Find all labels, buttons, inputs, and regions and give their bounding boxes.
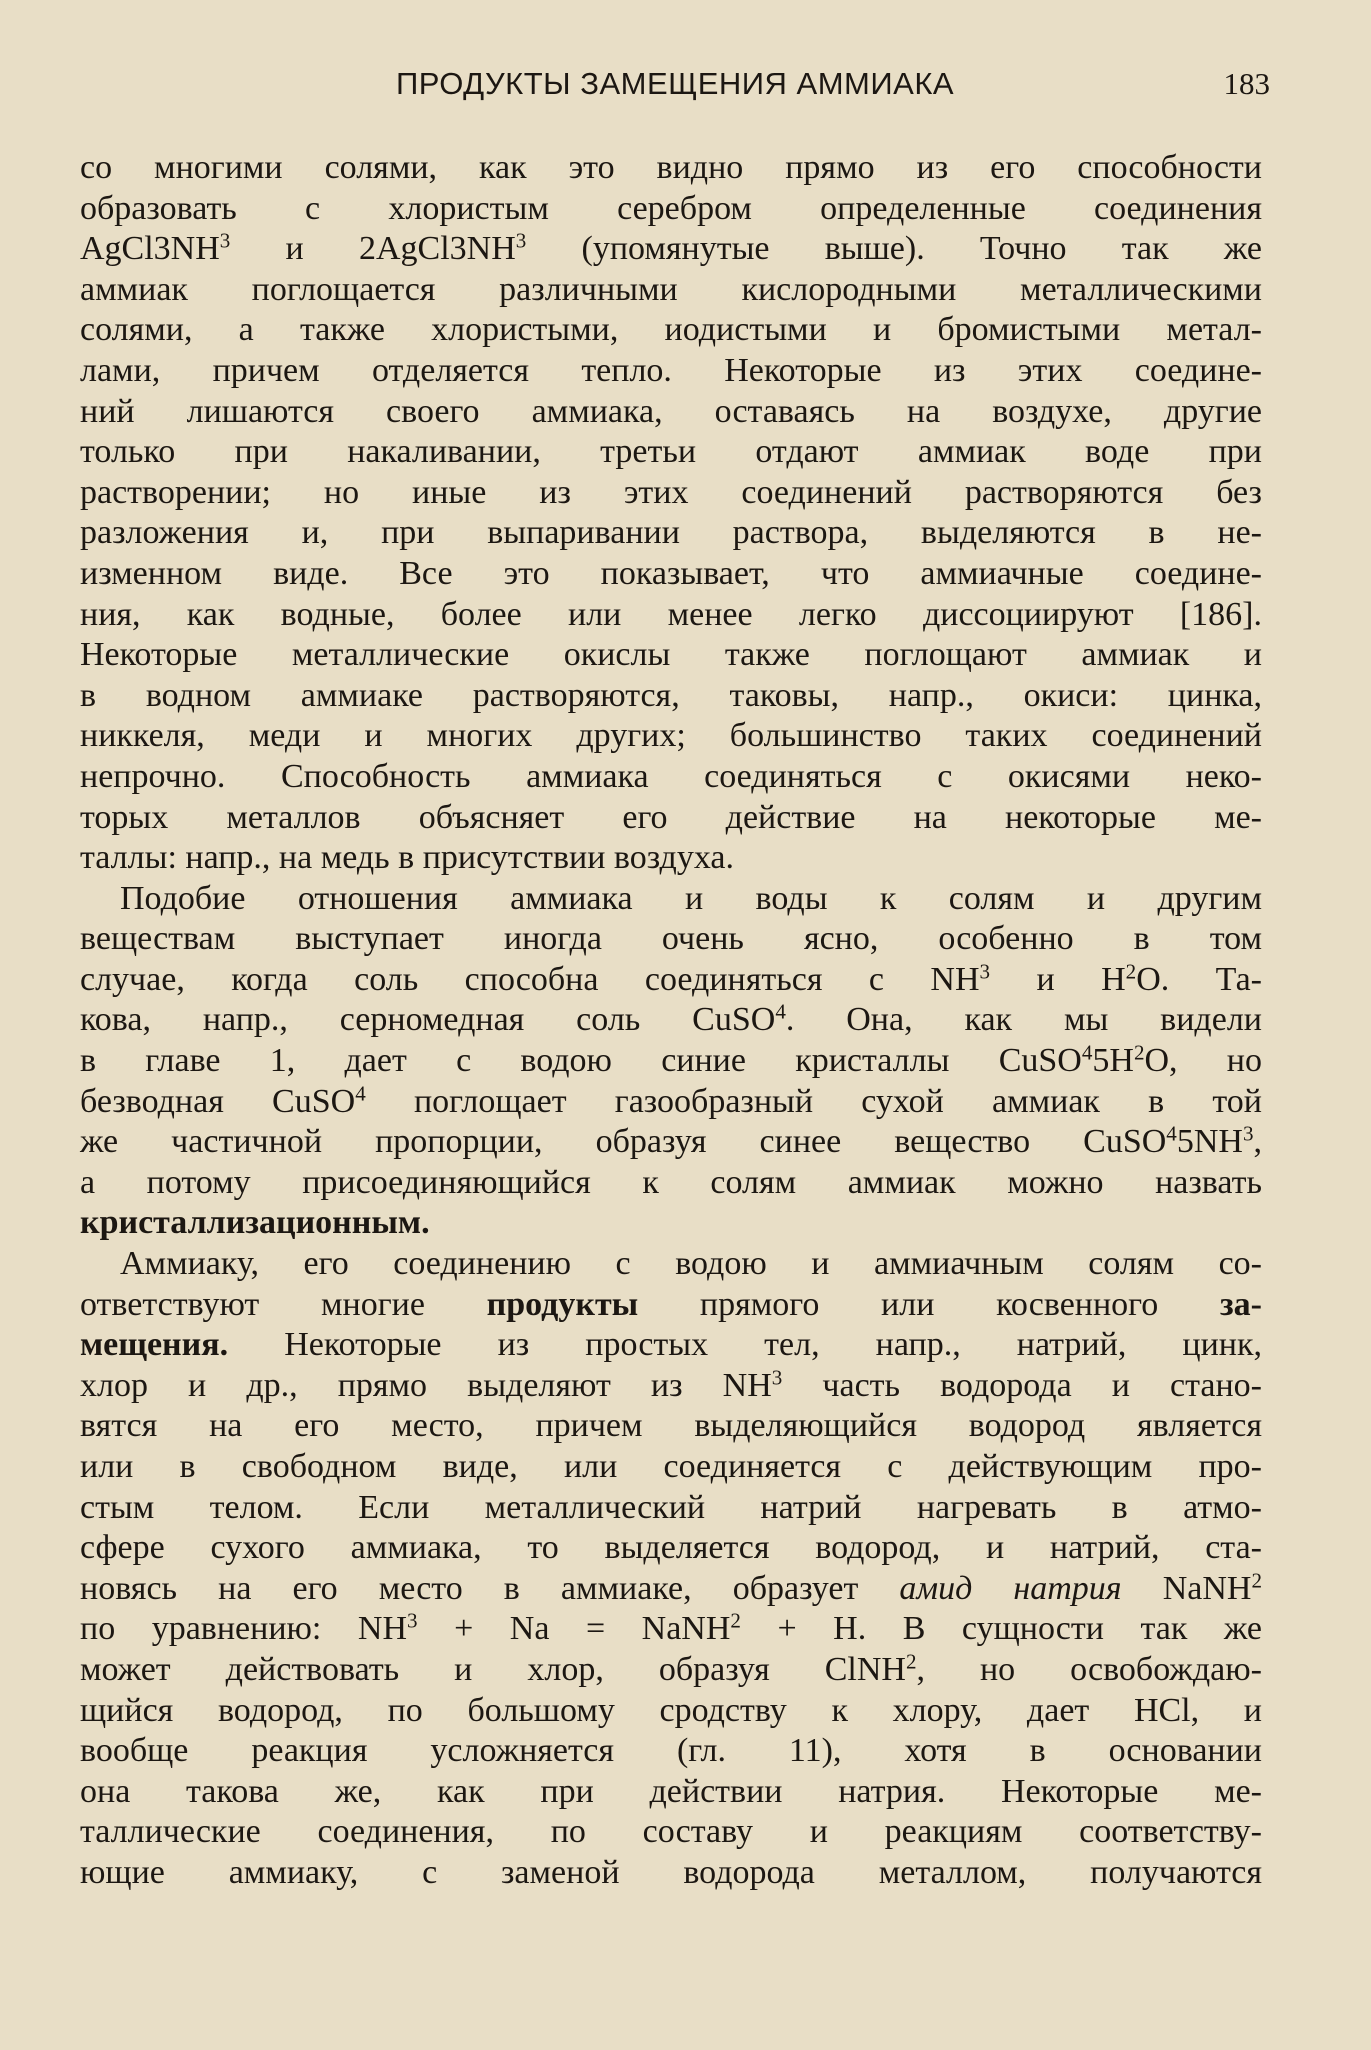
text-segment: растворении; но иные из этих соединений растворяются без bbox=[80, 473, 1262, 511]
text-segment: ний лишаются своего аммиака, оставаясь на воздухе, другие bbox=[80, 392, 1262, 430]
text-line bbox=[80, 1731, 1262, 1772]
text-segment: безводная CuSO bbox=[80, 1082, 356, 1120]
text-line bbox=[80, 554, 1262, 595]
text-segment: может действовать и хлор, образуя ClNH bbox=[80, 1650, 906, 1688]
text-segment: Некоторые из простых тел, напр., натрий, цинк, bbox=[228, 1326, 1262, 1364]
text-line bbox=[80, 798, 1262, 839]
text-line bbox=[80, 229, 1262, 270]
superscript: 4 bbox=[355, 1081, 366, 1106]
text-line bbox=[80, 392, 1262, 433]
text-line bbox=[80, 1528, 1262, 1569]
text-segment: со многими солями, как это видно прямо из его способности bbox=[80, 149, 1262, 186]
superscript: 2 bbox=[905, 1649, 917, 1674]
text-line bbox=[80, 757, 1262, 798]
text-line bbox=[80, 1000, 1262, 1041]
text-segment: хлор и др., прямо выделяют из NH bbox=[80, 1366, 772, 1404]
text-line bbox=[80, 1691, 1262, 1732]
body-text bbox=[80, 148, 1262, 1894]
superscript: 2 bbox=[730, 1608, 741, 1633]
text-segment: никкеля, меди и многих других; большинство таких соединений bbox=[80, 717, 1262, 755]
text-segment: непрочно. Способность аммиака соединяться с окисями неко- bbox=[80, 757, 1262, 795]
superscript: 4 bbox=[1081, 1040, 1093, 1065]
text-segment: ответствуют многие bbox=[80, 1285, 487, 1323]
text-line bbox=[80, 1163, 1262, 1204]
text-segment: кова, напр., серномедная соль CuSO bbox=[80, 1001, 776, 1039]
text-segment: сфере сухого аммиака, то выделяется водород, и натрий, ста- bbox=[80, 1529, 1262, 1567]
text-segment: образовать с хлористым серебром определенные соединения bbox=[80, 189, 1262, 227]
text-segment: изменном виде. Все это показывает, что аммиачные соедине- bbox=[80, 554, 1262, 592]
text-line bbox=[80, 879, 1262, 920]
text-line bbox=[80, 676, 1262, 717]
text-segment: + H. В сущности так же bbox=[740, 1610, 1262, 1648]
text-line bbox=[80, 1325, 1262, 1366]
text-line bbox=[80, 1609, 1262, 1650]
text-line bbox=[80, 1812, 1262, 1853]
text-line bbox=[80, 595, 1262, 636]
bold-term: за- bbox=[1220, 1285, 1262, 1323]
text-line bbox=[80, 351, 1262, 392]
text-line bbox=[80, 1650, 1262, 1691]
text-line bbox=[80, 1772, 1262, 1813]
text-segment: O. Та- bbox=[1136, 960, 1262, 998]
text-segment: NaNH bbox=[1121, 1569, 1252, 1607]
text-segment: случае, когда соль способна соединяться с NH bbox=[80, 960, 980, 998]
text-segment: , bbox=[1253, 1123, 1262, 1161]
text-segment: в главе 1, дает с водою синие кристаллы CuSO bbox=[80, 1042, 1082, 1080]
text-line bbox=[80, 473, 1262, 514]
text-segment: только при накаливании, третьи отдают аммиак воде при bbox=[80, 433, 1262, 471]
superscript: 3 bbox=[515, 228, 527, 253]
text-line bbox=[80, 635, 1262, 676]
text-segment: ния, как водные, более или менее легко диссоциируют [186]. bbox=[80, 595, 1262, 633]
text-segment: Аммиаку, его соединению с водою и аммиачным солям со- bbox=[120, 1245, 1262, 1283]
text-segment: щийся водород, по большому сродству к хлору, дает HCl, и bbox=[80, 1691, 1262, 1729]
text-line bbox=[80, 1285, 1262, 1326]
text-segment: а потому присоединяющийся к солям аммиак можно назвать bbox=[80, 1163, 1262, 1201]
text-line bbox=[80, 310, 1262, 351]
bold-term: кристаллизационным. bbox=[80, 1204, 430, 1242]
text-segment: солями, а также хлористыми, иодистыми и бромистыми метал- bbox=[80, 311, 1262, 349]
text-segment: Некоторые металлические окислы также поглощают аммиак и bbox=[80, 636, 1262, 674]
superscript: 2 bbox=[1125, 959, 1137, 984]
text-segment: же частичной пропорции, образуя синее вещество CuSO bbox=[80, 1123, 1167, 1161]
text-line bbox=[80, 1122, 1262, 1163]
text-line bbox=[80, 1406, 1262, 1447]
superscript: 3 bbox=[219, 228, 231, 253]
running-title: ПРОДУКТЫ ЗАМЕЩЕНИЯ АММИАКА bbox=[395, 66, 955, 101]
text-segment: таллы: напр., на медь в присутствии воздуха. bbox=[80, 839, 735, 877]
text-segment: в водном аммиаке растворяются, таковы, напр., окиси: цинка, bbox=[80, 676, 1262, 714]
text-segment: (упомянутые выше). Точно так же bbox=[526, 230, 1262, 268]
superscript: 3 bbox=[979, 959, 991, 984]
superscript: 4 bbox=[1166, 1121, 1177, 1146]
superscript: 2 bbox=[1251, 1568, 1262, 1593]
text-line bbox=[80, 1041, 1262, 1082]
text-segment: или в свободном виде, или соединяется с действующим про- bbox=[80, 1448, 1262, 1485]
text-segment: аммиак поглощается различными кислородными металлическими bbox=[80, 270, 1262, 308]
text-segment: вятся на его место, причем выделяющийся водород является bbox=[80, 1407, 1262, 1445]
text-segment: вообще реакция усложняется (гл. 11), хотя в основании bbox=[80, 1732, 1262, 1770]
italic-term: амид натрия bbox=[899, 1569, 1122, 1607]
text-line bbox=[80, 1244, 1262, 1285]
text-line bbox=[80, 960, 1262, 1001]
text-segment: и 2AgCl3NH bbox=[230, 230, 516, 268]
superscript: 3 bbox=[407, 1608, 418, 1633]
text-segment: она такова же, как при действии натрия. Некоторые ме- bbox=[80, 1772, 1262, 1810]
text-segment: . Она, как мы видели bbox=[785, 1001, 1262, 1039]
bold-term: продукты bbox=[486, 1285, 639, 1323]
page-number: 183 bbox=[1223, 66, 1270, 101]
text-line bbox=[80, 432, 1262, 473]
text-line bbox=[80, 1082, 1262, 1123]
text-segment: разложения и, при выпаривании раствора, выделяются в не- bbox=[80, 514, 1262, 552]
text-line bbox=[80, 513, 1262, 554]
text-line bbox=[80, 148, 1262, 189]
text-segment: O, но bbox=[1144, 1042, 1262, 1080]
text-segment: Подобие отношения аммиака и воды к солям и другим bbox=[120, 879, 1262, 917]
text-line bbox=[80, 919, 1262, 960]
text-line bbox=[80, 1203, 1262, 1244]
text-line bbox=[80, 1488, 1262, 1529]
text-line bbox=[80, 1569, 1262, 1610]
text-line bbox=[80, 716, 1262, 757]
text-segment: , но освобождаю- bbox=[916, 1650, 1262, 1688]
superscript: 3 bbox=[1242, 1121, 1254, 1146]
text-segment: по уравнению: NH bbox=[80, 1610, 408, 1648]
text-line bbox=[80, 1366, 1262, 1407]
text-segment: 5H bbox=[1092, 1042, 1134, 1080]
text-segment: AgCl3NH bbox=[80, 230, 220, 268]
text-segment: прямого или косвенного bbox=[638, 1285, 1220, 1323]
superscript: 4 bbox=[775, 999, 786, 1024]
text-line bbox=[80, 1447, 1262, 1488]
text-line bbox=[80, 270, 1262, 311]
text-segment: поглощает газообразный сухой аммиак в той bbox=[365, 1082, 1262, 1120]
bold-term: мещения. bbox=[80, 1326, 229, 1364]
text-line bbox=[80, 838, 1262, 879]
text-line bbox=[80, 1853, 1262, 1894]
text-segment: таллические соединения, по составу и реакциям соответству- bbox=[80, 1813, 1262, 1851]
text-segment: торых металлов объясняет его действие на некоторые ме- bbox=[80, 798, 1262, 836]
text-segment: лами, причем отделяется тепло. Некоторые из этих соедине- bbox=[80, 351, 1262, 389]
superscript: 2 bbox=[1133, 1040, 1145, 1065]
text-segment: стым телом. Если металлический натрий нагревать в атмо- bbox=[80, 1488, 1262, 1526]
page-header bbox=[80, 58, 1270, 108]
text-line bbox=[80, 189, 1262, 230]
text-segment: ющие аммиаку, с заменой водорода металлом, получаются bbox=[80, 1853, 1262, 1891]
text-segment: и H bbox=[990, 960, 1126, 998]
superscript: 3 bbox=[771, 1365, 783, 1390]
text-segment: часть водорода и стано- bbox=[782, 1366, 1262, 1404]
text-segment: + Na = NaNH bbox=[417, 1610, 731, 1648]
text-segment: 5NH bbox=[1176, 1123, 1243, 1161]
text-segment: новясь на его место в аммиаке, образует bbox=[80, 1569, 900, 1607]
text-segment: веществам выступает иногда очень ясно, особенно в том bbox=[80, 920, 1262, 958]
